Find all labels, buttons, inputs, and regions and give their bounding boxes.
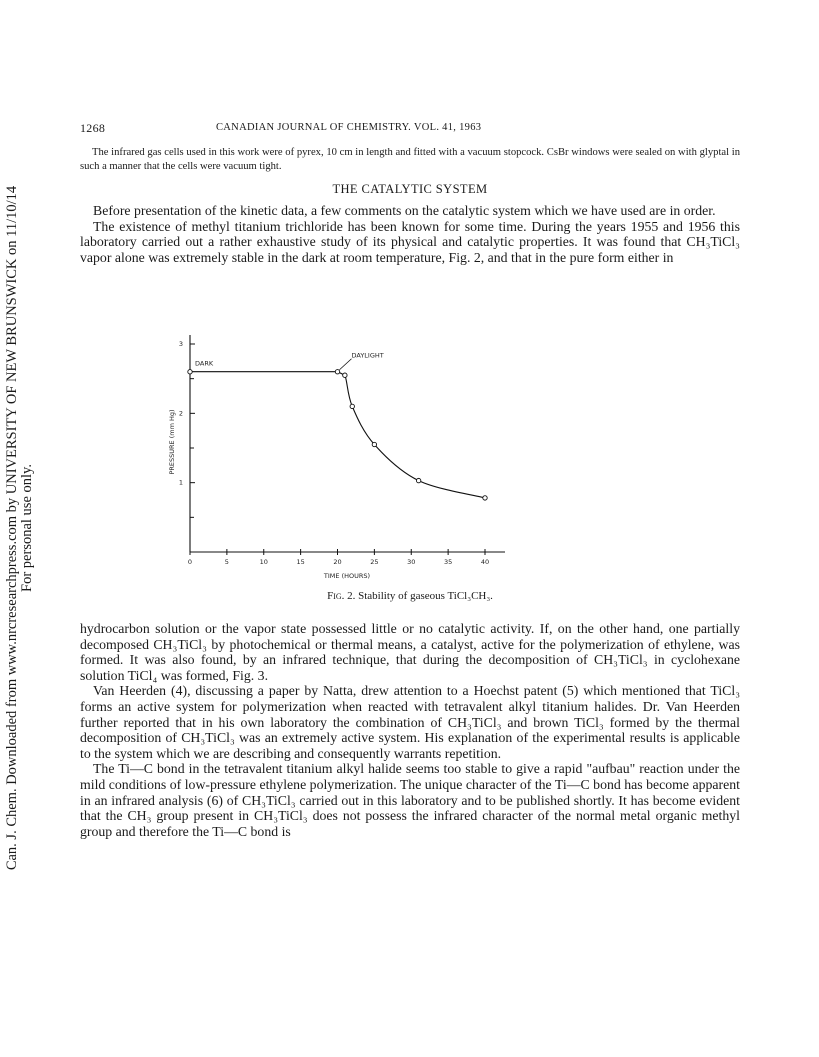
x-tick-label: 25 (370, 558, 379, 566)
series-points (188, 370, 487, 501)
body-text-bottom (80, 621, 740, 839)
x-tick-label: 35 (443, 558, 453, 566)
y-axis-label: PRESSURE (mm Hg) (168, 409, 176, 475)
page-number: 1268 (80, 121, 106, 135)
paragraph: hydrocarbon solution or the vapor state possessed little or no catalytic activity. If, on the other hand, one partially decomposed CH₃TiCl₃ by photochemical or thermal means, a catalyst, active for the polymerization of ethylene, was formed. It was also found, by an infrared technique, that during the decomposition of CH₃TiCl₃ in cyclohexane solution TiCl₄ was formed, Fig. 3. (80, 621, 740, 683)
x-axis-label: TIME (HOURS) (323, 572, 371, 580)
section-heading: THE CATALYTIC SYSTEM (332, 182, 488, 196)
y-ticks (179, 340, 195, 517)
data-point (416, 478, 420, 482)
annotation-dark: DARK (195, 359, 214, 368)
x-tick-label: 15 (296, 558, 305, 566)
annotation-leader (340, 359, 352, 370)
x-tick-label: 5 (224, 558, 229, 566)
journal-title: CANADIAN JOURNAL OF CHEMISTRY. VOL. 41, 1963 (216, 122, 482, 133)
y-tick-label: 3 (178, 340, 183, 348)
figure-label: Fig. 2. (327, 590, 356, 602)
series-line (190, 372, 485, 498)
download-notice: Can. J. Chem. Downloaded from www.nrcresearchpress.com by UNIVERSITY OF NEW BRUNSWICK on 11/10/14 (3, 185, 20, 871)
x-tick-label: 10 (259, 558, 268, 566)
annotation-daylight: DAYLIGHT (351, 351, 384, 360)
figure-caption-text: Stability of gaseous TiCl₃CH₃. (358, 590, 493, 602)
x-tick-label: 20 (333, 558, 342, 566)
paragraph: Van Heerden (4), discussing a paper by Natta, drew attention to a Hoechst patent (5) which mentioned that TiCl₃ forms an active system for polymerization when reacted with tetravalent alkyl titanium halides. Dr. Van Heerden further reported that in his own laboratory the combination of CH₃TiCl₃ and brown TiCl₃ formed by the thermal decomposition of CH₃TiCl₃ was an extremely active system. His explanation of the experimental results is applicable to the system which we are describing and consequently warrants repetition. (80, 683, 740, 761)
paragraph: Before presentation of the kinetic data, a few comments on the catalytic system which we have used are in order. (93, 203, 716, 218)
footnote: The infrared gas cells used in this work were of pyrex, 10 cm in length and fitted with a vacuum stopcock. CsBr windows were sealed on with glyptal in such a manner that the cells were vacuum tight. (80, 147, 740, 172)
running-header (80, 121, 740, 137)
personal-use-notice: For personal use only. (18, 464, 35, 592)
data-point (483, 496, 487, 500)
chart-svg (160, 320, 520, 590)
y-tick-label: 2 (178, 409, 183, 418)
download-watermark (0, 0, 38, 1057)
figure-2-chart (160, 320, 520, 590)
y-tick-label: 1 (178, 478, 183, 487)
data-point (335, 370, 339, 374)
body-text-top (80, 203, 740, 265)
annotations (195, 352, 384, 370)
data-point (343, 373, 347, 377)
paragraph: The existence of methyl titanium trichloride has been known for some time. During the years 1955 and 1956 this laboratory carried out a rather exhaustive study of its physical and catalytic properties. It was found that CH₃TiCl₃ vapor alone was extremely stable in the dark at room temperature, Fig. 2, and that in the pure form either in (80, 218, 740, 265)
x-tick-label: 40 (480, 558, 490, 566)
figure-caption (80, 590, 740, 602)
x-tick-label: 30 (407, 558, 416, 566)
x-tick-label: 0 (187, 558, 193, 566)
data-point (188, 370, 192, 374)
data-point (372, 442, 376, 446)
paragraph: The Ti—C bond in the tetravalent titanium alkyl halide seems too stable to give a rapid "aufbau" reaction under the mild conditions of low-pressure ethylene polymerization. The unique character of the Ti—C bond has become apparent in an infrared analysis (6) of CH₃TiCl₃ carried out in this laboratory and to be published shortly. It has become evident that the CH₃ group present in CH₃TiCl₃ does not possess the infrared character of the normal metal organic methyl group and therefore the Ti—C bond is (80, 761, 740, 839)
data-point (350, 404, 354, 408)
